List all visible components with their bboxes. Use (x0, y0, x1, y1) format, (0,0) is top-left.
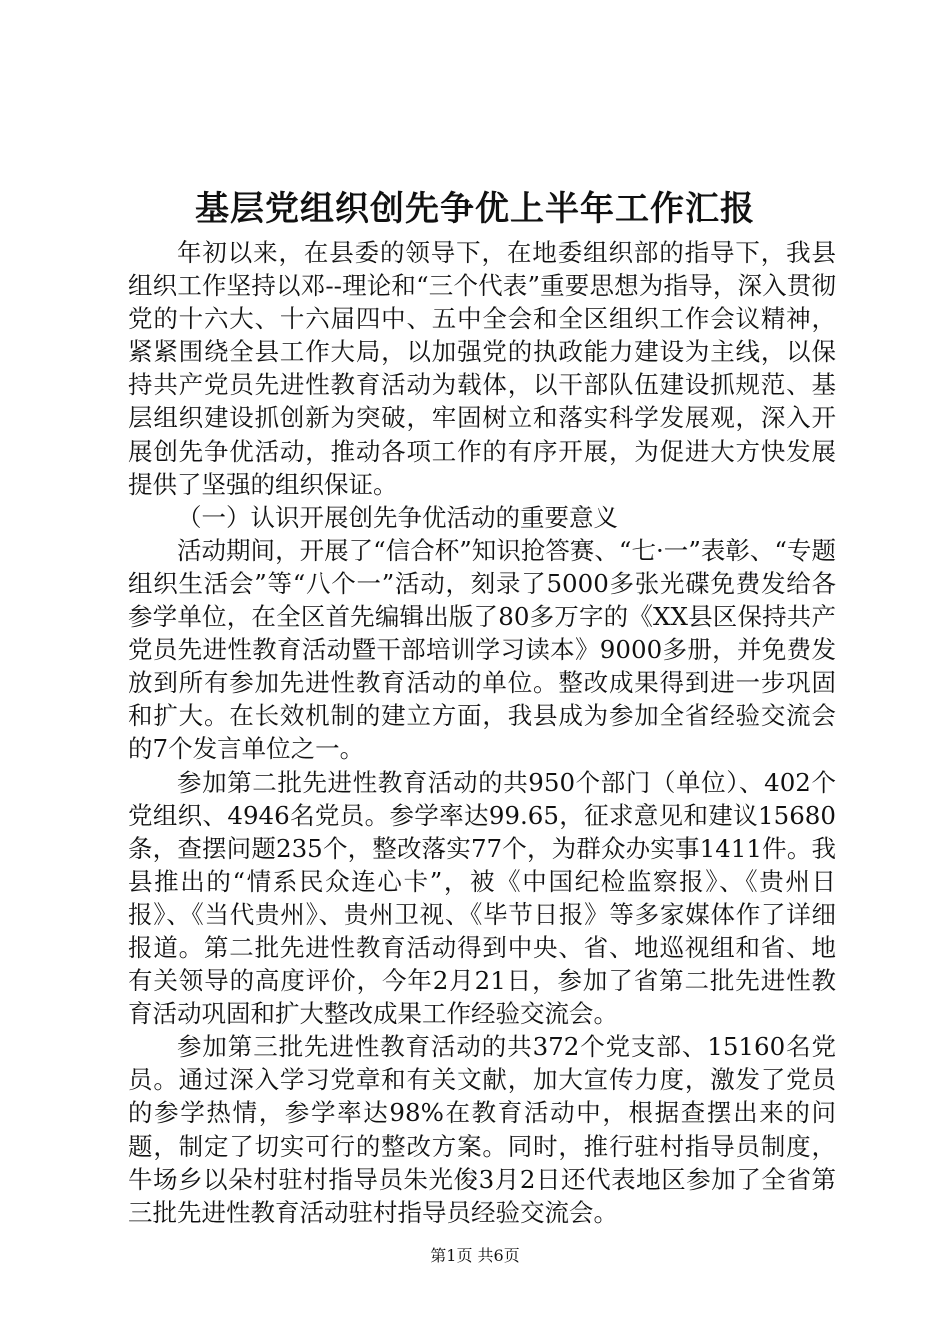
paragraph-intro: 年初以来，在县委的领导下，在地委组织部的指导下，我县组织工作坚持以邓--理论和“三个代表”重要思想为指导，深入贯彻党的十六大、十六届四中、五中全会和全区组织工作会议精神，紧紧围绕全县工作大局，以加强党的执政能力建设为主线，以保持共产党员先进性教育活动为载体，以干部队伍建设抓规范、基层组织建设抓创新为突破，牢固树立和落实科学发展观，深入开展创先争优活动，推动各项工作的有序开展，为促进大方快发展提供了坚强的组织保证。 (128, 238, 836, 499)
paragraph-second-batch: 参加第二批先进性教育活动的共950个部门（单位）、402个党组织、4946名党员。参学率达99.65，征求意见和建议15680条，查摆问题235个，整改落实77个，为群众办实事1411件。我县推出的“情系民众连心卡”，被《中国纪检监察报》、《贵州日报》、《当代贵州》、贵州卫视、《毕节日报》等多家媒体作了详细报道。第二批先进性教育活动得到中央、省、地巡视组和省、地有关领导的高度评价，今年2月21日，参加了省第二批先进性教育活动巩固和扩大整改成果工作经验交流会。 (128, 767, 836, 1029)
section-heading: （一）认识开展创先争优活动的重要意义 (177, 502, 618, 532)
document-body (128, 236, 836, 1229)
document-title: 基层党组织创先争优上半年工作汇报 (195, 189, 755, 229)
paragraph-third-batch: 参加第三批先进性教育活动的共372个党支部、15160名党员。通过深入学习党章和有关文献，加大宣传力度，激发了党员的参学热情，参学率达98%在教育活动中，根据查摆出来的问题，制定了切实可行的整改方案。同时，推行驻村指导员制度，牛场乡以朵村驻村指导员朱光俊3月2日还代表地区参加了全省第三批先进性教育活动驻村指导员经验交流会。 (128, 1032, 836, 1227)
page-footer: 第1页 共6页 (430, 1246, 520, 1265)
paragraph-activities: 活动期间，开展了“信合杯”知识抢答赛、“七·一”表彰、“专题组织生活会”等“八个一”活动，刻录了5000多张光碟免费发给各参学单位，在全区首先编辑出版了80多万字的《XX县区保持共产党员先进性教育活动暨干部培训学习读本》9000多册，并免费发放到所有参加先进性教育活动的单位。整改成果得到进一步巩固和扩大。在长效机制的建立方面，我县成为参加全省经验交流会的7个发言单位之一。 (128, 535, 836, 764)
